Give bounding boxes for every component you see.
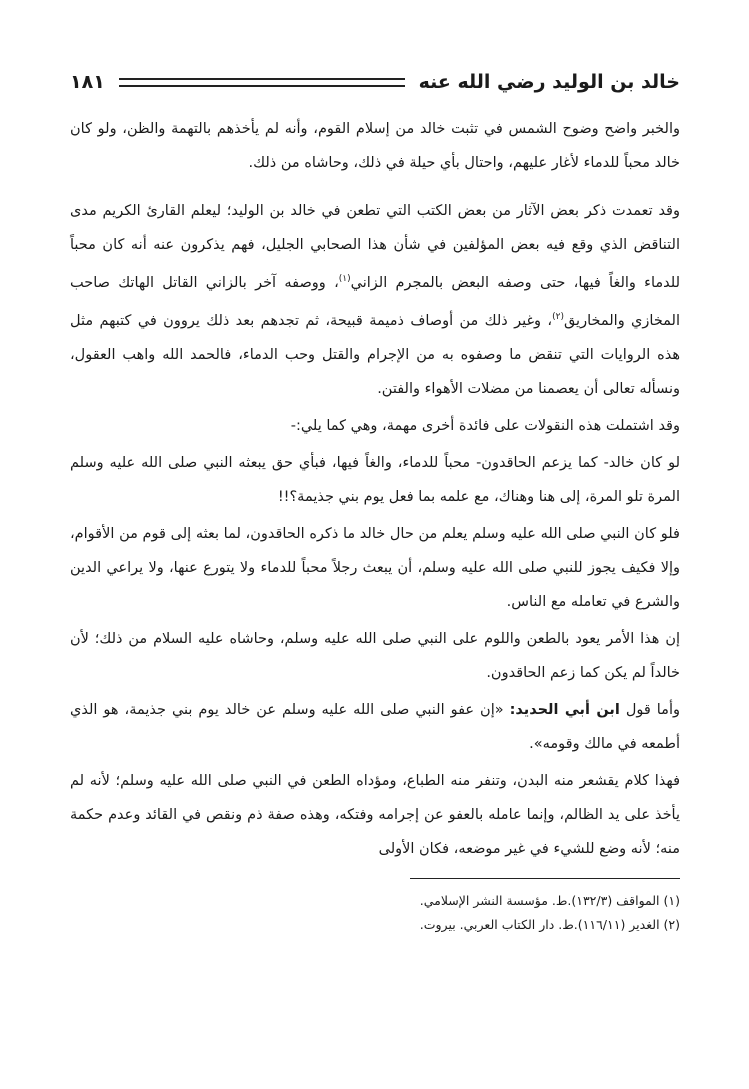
- book-page: [70, 62, 680, 937]
- footnote: (٢) الغدير (١١٦/١١).ط. دار الكتاب العربي. بيروت.: [419, 916, 680, 932]
- footnote-ref: (٢): [552, 311, 564, 322]
- page-number: ١٨١: [70, 71, 105, 93]
- paragraph: إن هذا الأمر يعود بالطعن واللوم على النبي صلى الله عليه وسلم، وحاشاه عليه السلام من ذلك؛ لأن خالداً لم يكن كما زعم الحاقدون.: [70, 630, 680, 681]
- paragraph-with-footnotes: وقد تعمدت ذكر بعض الآثار من بعض الكتب التي تطعن في خالد بن الوليد؛ ليعلم القارئ الكريم مدى التناقض الذي وقع فيه بعض المؤلفين في شأن هذا الصحابي الجليل، فهم يذكرون عنه أنه كان محباً للدماء والغاً فيها، حتى وصفه البعض بالمجرم الزاني$^{(١)}$، ووصفه آخر بالزاني القاتل الهاتك صاحب المخازي والمخاريق$^{(٢)}$، وغير ذلك من أوصاف ذميمة قبيحة، ثم تجدهم بعد ذلك يروون في كتبهم مثل هذه الروايات التي تنقض ما وصفوه به من الإجرام والقتل وحب الدماء، فالحمد الله واهب العقول، ونسأله تعالى أن يعصمنا من مضلات الأهواء والفتن.: [70, 203, 681, 397]
- footnotes: [70, 889, 680, 937]
- paragraph-quote: وأما قول ابن أبي الحديد: «إن عفو النبي صلى الله عليه وسلم عن خالد يوم بني جذيمة، هو الذي أطمعه في مالك وقومه».: [70, 701, 680, 752]
- running-title: خالد بن الوليد رضي الله عنه: [418, 71, 680, 93]
- paragraph: وقد اشتملت هذه النقولات على فائدة أخرى مهمة، وهي كما يلي:-: [290, 417, 680, 434]
- footnote-rule: [410, 878, 680, 879]
- paragraph: فهذا كلام يقشعر منه البدن، وتنفر منه الطباع، ومؤداه الطعن في النبي صلى الله عليه وسلم؛ لأنه لم يأخذ على يد الظالم، وإنما عامله بالعفو عن إجرامه وفتكه، وهذه صفة ذم ونقص في القائد وعدم حكمة منه؛ لأنه وضع للشيء في غير موضعه، فكان الأولى: [70, 772, 680, 857]
- paragraph: فلو كان النبي صلى الله عليه وسلم يعلم من حال خالد ما ذكره الحاقدون، لما بعثه إلى قوم من الأقوام، وإلا فكيف يجوز للنبي صلى الله عليه وسلم، أن يبعث رجلاً محباً للدماء ولا يتورع عنها، ولا يراعي الدين والشرع في تعامله مع الناس.: [70, 525, 680, 610]
- running-header: [70, 62, 680, 102]
- footnote-ref: (١): [338, 274, 351, 284]
- header-double-rule: [119, 78, 405, 87]
- page-body: [70, 112, 680, 866]
- footnote: (١) المواقف (١٣٢/٣).ط. مؤسسة النشر الإسلامي.: [419, 892, 680, 908]
- paragraph: والخبر واضح وضوح الشمس في تثبت خالد من إسلام القوم، وأنه لم يأخذهم بالتهمة والظن، ولو كان خالد محباً للدماء لأغار عليهم، واحتال بأي حيلة في ذلك، وحاشاه من ذلك.: [70, 121, 680, 171]
- quoted-author: ابن أبي الحديد:: [509, 701, 620, 718]
- paragraph: لو كان خالد- كما يزعم الحاقدون- محباً للدماء، والغاً فيها، فبأي حق يبعثه النبي صلى الله عليه وسلم المرة تلو المرة، إلى هنا وهناك، مع علمه بما فعل يوم بني جذيمة؟!!: [70, 454, 680, 505]
